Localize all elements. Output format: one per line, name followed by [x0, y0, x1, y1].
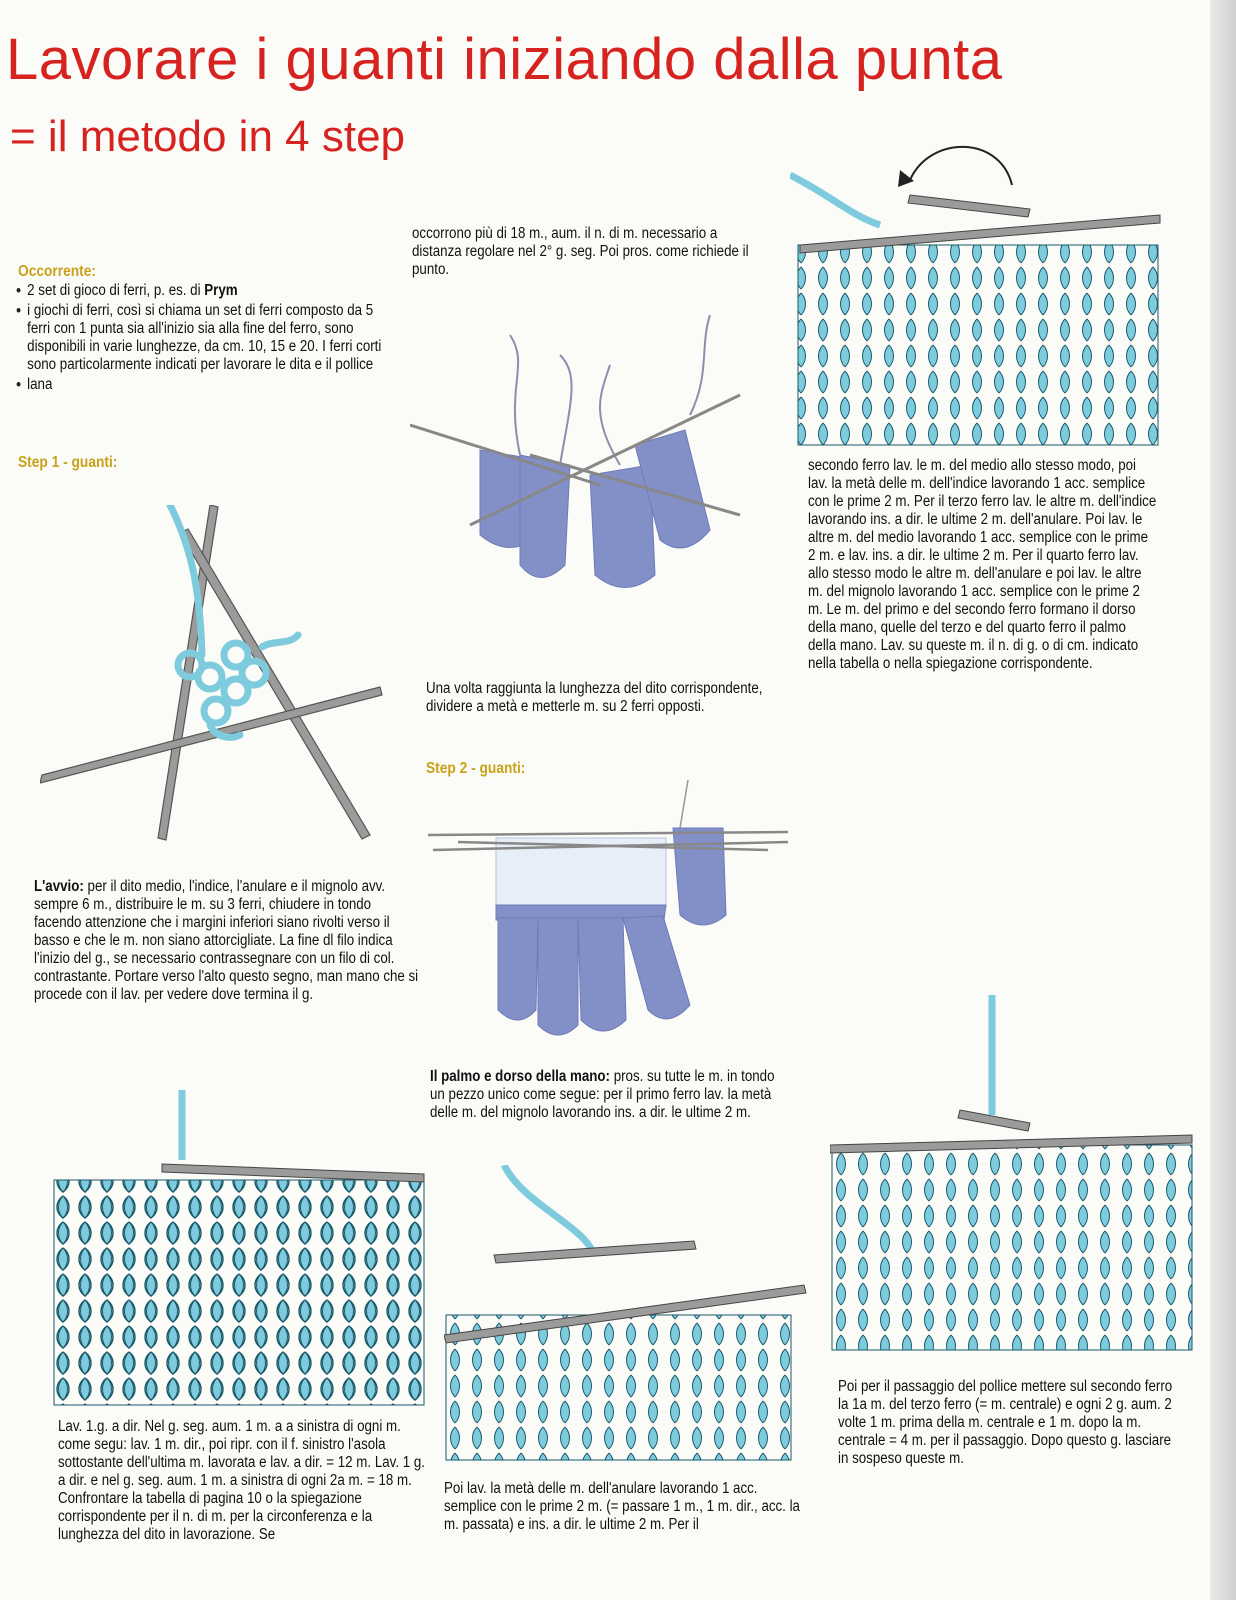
- materials-item: • lana: [16, 376, 394, 394]
- step1-bottom-text: Lav. 1.g. a dir. Nel g. seg. aum. 1 m. a a sinistra di ogni m. come segu: lav. 1 m. dir., poi ripr. con il f. sinistro l'asola sottostante dell'ultima m. lavorata e lav. a dir. = 12 m. Lav. 1 g. a dir. e nel g. seg. aum. 1 m. a sinistra di ogni 2a m. = 18 m. Confrontare la tabella di pagina 10 o la spiegazione corrispondente per il n. di m. per la circonferenza e la lunghezza del dito in lavorazione. Se: [58, 1418, 425, 1543]
- fingers-photo: [410, 315, 750, 645]
- step1-caption: Una volta raggiunta la lunghezza del dito corrispondente, dividere a metà e metterle m. su 2 ferri opposti.: [426, 680, 763, 715]
- step2-continued-text: secondo ferro lav. le m. del medio allo stesso modo, poi lav. la metà delle m. dell'indice lavorando 1 acc. semplice con le prime 2 m. Per il terzo ferro lav. le altre m. dell'indice lavorando ins. a dir. le ultime 2 m. dell'anulare. Poi lav. le altre m. del medio lavorando 1 acc. semplice con le prime 2 m. e lav. ins. a dir. le ultime 2 m. Per il quarto ferro lav. allo stesso modo le altre m. dell'anulare e poi lav. le altre m. del mignolo lavorando 1 acc. semplice con le prime 2 m. Le m. del primo e del secondo ferro formano il dorso della mano, quelle del terzo e del quarto ferro il palmo della mano. Lav. su queste m. il n. di g. o di cm. indicato nella tabella o nella spiegazione corrispondente.: [808, 457, 1157, 672]
- step1-intro-label: L'avvio:: [34, 878, 84, 895]
- materials-item: • 2 set di gioco di ferri, p. es. di Prym: [16, 282, 394, 300]
- step2-bottom-text: Poi lav. la metà delle m. dell'anulare lavorando 1 acc. semplice con le prime 2 m. (= passare 1 m., 1 m. dir., acc. la m. passata) e ins. a dir. le ultime 2 m. Per il: [444, 1480, 800, 1533]
- materials-heading: Occorrente:: [18, 263, 97, 280]
- knitting-rows-illustration-left: [52, 1090, 432, 1410]
- step1-continued-text: occorrono più di 18 m., aum. il n. di m. necessario a distanza regolare nel 2° g. seg. Poi pros. come richiede il punto.: [412, 225, 749, 278]
- knitting-rows-illustration-bottom-right: [830, 995, 1205, 1355]
- thumb-gusset-text: Poi per il passaggio del pollice mettere sul secondo ferro la 1a m. del terzo ferro (= m. centrale) e ogni 2 g. aum. 2 volte 1 m. prima della m. centrale e 1 m. dopo la m. centrale = 4 m. per il passaggio. Dopo questo g. lasciare in sospeso queste m.: [838, 1378, 1173, 1467]
- materials-item: • i giochi di ferri, così si chiama un set di ferri composto da 5 ferri con 1 punta sia all'inizio sia alla fine del ferro, sono disponibili in varie lunghezze, da cm. 10, 15 e 20. I ferri corti sono particolarmente indicati per lavorare le dita e il pollice: [16, 302, 394, 374]
- cast-on-illustration: [40, 505, 420, 855]
- step1-heading: Step 1 - guanti:: [18, 454, 118, 471]
- glove-photo: [428, 780, 798, 1060]
- knitting-rows-illustration-middle: [444, 1165, 824, 1465]
- step2-heading: Step 2 - guanti:: [426, 760, 526, 777]
- page-edge: [1210, 0, 1236, 1600]
- step2-palm-label: Il palmo e dorso della mano:: [430, 1068, 610, 1085]
- page-subtitle: = il metodo in 4 step: [10, 112, 406, 161]
- knitting-rows-illustration-top-right: [790, 135, 1170, 455]
- step2-palm: Il palmo e dorso della mano: pros. su tutte le m. in tondo un pezzo unico come segue: per il primo ferro lav. la metà delle m. del mignolo lavorando ins. a dir. le ultime 2 m.: [430, 1068, 775, 1121]
- step1-intro: L'avvio: per il dito medio, l'indice, l'anulare e il mignolo avv. sempre 6 m., distribuire le m. su 3 ferri, chiudere in tondo facendo attenzione che i margini inferiori siano rivolti verso il basso e che le m. non siano attorcigliate. La fine dl filo indica l'inizio del g., se necessario contrassegnare con un filo di col. contrastante. Portare verso l'alto questo segno, man mano che si procede con il lav. per vedere dove termina il g.: [34, 878, 419, 1003]
- page-title: Lavorare i guanti iniziando dalla punta: [6, 27, 1003, 92]
- brand-name: Prym: [204, 282, 238, 299]
- materials-list: [16, 282, 394, 396]
